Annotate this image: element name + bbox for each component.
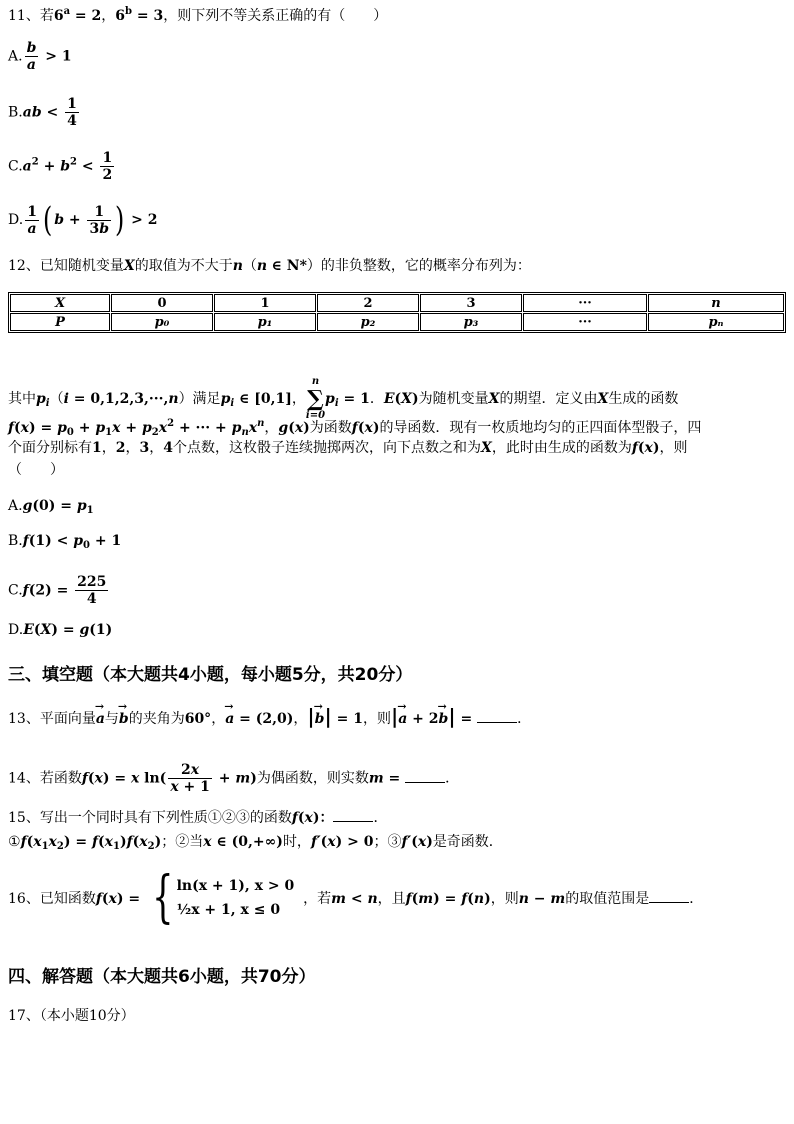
q11-option-a-label: A. [8, 48, 23, 65]
table-cell: p₀ [111, 313, 213, 331]
q16-brace: { [152, 865, 174, 930]
table-cell: pₙ [648, 313, 784, 331]
table-cell: 1 [214, 294, 316, 312]
table-cell: p₂ [317, 313, 419, 331]
table-row-p [10, 313, 784, 331]
q11-stem: 11、若$6^a = 2$，$6^b = 3$，则下列不等关系正确的有（ ） [8, 6, 388, 24]
q17-text: 17、（本小题10分） [8, 1008, 135, 1024]
q15-line1: 15、写出一个同时具有下列性质①②③的函数f(x)： ． [8, 810, 388, 826]
q16-case1: ln(x + 1), x > 0 [176, 878, 295, 894]
q12-option-b: $B.f(1) < p_0 + 1$ [8, 533, 122, 551]
q16-cases [177, 874, 295, 922]
table-cell: 2 [317, 294, 419, 312]
q13-answer-blank[interactable] [477, 710, 517, 723]
q12-stem: 12、已知随机变量X的取值为不大于n（n ∈ N*）的非负整数，它的概率分布列为： [8, 258, 531, 274]
table-row-x [10, 294, 784, 312]
q12-option-d: D.E(X) = g(1) [8, 622, 113, 638]
q12-option-c: C.f(2) = $\frac{225}{4}$ [8, 574, 107, 607]
section-4-heading: 四、解答题（本大题共6小题，共70分） [8, 967, 316, 987]
q12-description-line2: $f(x) = p_0 + p_1x + p_2x^2$ + ··· + $p_nx^n$，g(x)为函数f(x)的导函数．现有一枚质地均匀的正四面体型骰子，四 [8, 418, 702, 438]
table-cell: n [648, 294, 784, 312]
q14-answer-blank[interactable] [405, 770, 445, 783]
q11-option-b: B.ab < $\frac{1}{4}$ [8, 96, 77, 129]
q11-option-c: $C.a^2 + b^2$ < $\frac{1}{2}$ [8, 150, 113, 183]
table-cell: p₃ [420, 313, 522, 331]
q12-description-line1: 其中$p_i(i = 0,1,2,3,\cdot\cdot\cdot,n)$满足$p_i$ ∈ [0,1]， n ∑ i=0 $p_i = 1$．E(X)为随机变量X的期望．定义由X生成的函数 [8, 376, 679, 421]
q16-case2: ½x + 1, x ≤ 0 [176, 902, 281, 918]
q11-option-d: D. $\frac{1}{a}$ ( b + $\frac{1}{3b}$ ) > 2 [8, 200, 158, 240]
section-3-heading: 三、填空题（本大题共4小题，每小题5分，共20分） [8, 665, 413, 685]
table-cell: P [10, 313, 110, 331]
q12-description-line4: （ ） [8, 462, 64, 478]
table-cell: X [10, 294, 110, 312]
table-cell: 0 [111, 294, 213, 312]
table-cell: p₁ [214, 313, 316, 331]
q14-text: 14、若函数f(x) = x ln( $\frac{2x}{x + 1}$ + m)为偶函数，则实数m = ． [8, 762, 460, 795]
q12-option-a: $A.g(0) = p_1$ [8, 498, 94, 516]
q11-option-c-label: C. [8, 158, 23, 175]
q15-answer-blank[interactable] [333, 809, 373, 822]
q13-text: 13、平面向量→ a与→ b的夹角为60°，→ a = (2,0)，|→ b| = 1，则|→ a + 2→ b| = ． [8, 706, 531, 729]
q16-answer-blank[interactable] [649, 890, 689, 903]
q12-description-line3: 个面分别标有1，2，3，4个点数，这枚骰子连续抛掷两次，向下点数之和为X，此时由生成的函数为f(x)，则 [8, 440, 688, 456]
table-cell: 3 [420, 294, 522, 312]
table-cell: ··· [523, 313, 647, 331]
probability-distribution-table [8, 292, 786, 333]
q11-option-b-label: B. [8, 104, 23, 121]
q12-option-c-label: C. [8, 582, 23, 599]
q11-option-a: A. $\frac{b}{a}$ > 1 [8, 40, 72, 73]
q16-text: 16、已知函数f(x) = { ln(x + 1), x > 0 ½x + 1, x ≤ 0 ，若m < n，且f(m) = f(n)，则n − m的取值范围是 ． [8, 865, 704, 930]
q15-line2: $①f(x_1x_2) = f(x_1)f(x_2)$；②当x ∈ (0,+∞)时，f′(x) > 0；③f′(x)是奇函数． [8, 834, 503, 852]
table-cell: ··· [523, 294, 647, 312]
q11-option-d-label: D. [8, 212, 24, 228]
